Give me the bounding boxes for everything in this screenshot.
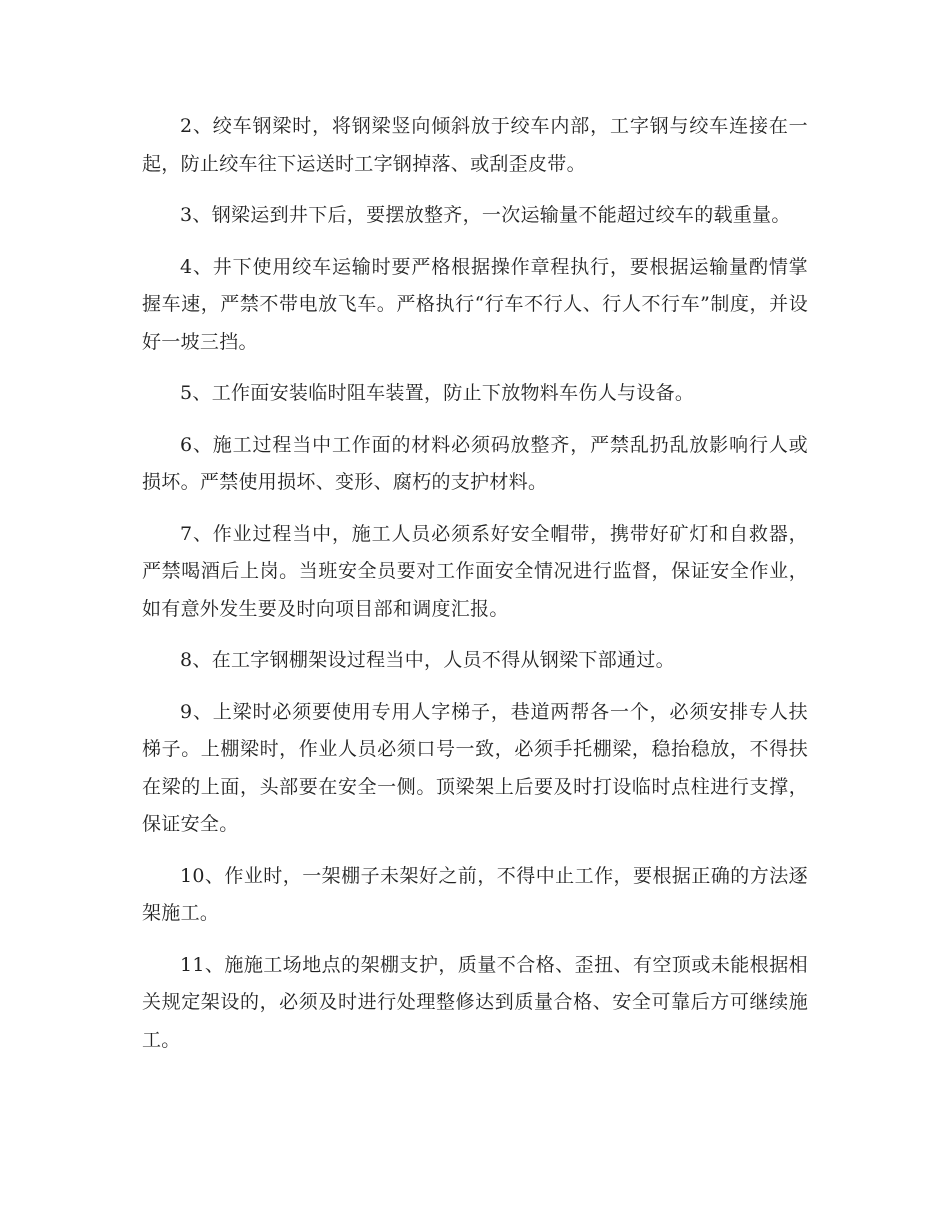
paragraph-item-10: 10、作业时，一架棚子未架好之前，不得中止工作，要根据正确的方法逐架施工。 xyxy=(142,864,808,924)
paragraph-item-6: 6、施工过程当中工作面的材料必须码放整齐，严禁乱扔乱放影响行人或损坏。严禁使用损坏、变形、腐朽的支护材料。 xyxy=(142,433,808,493)
paragraph-item-5: 5、工作面安装临时阻车装置，防止下放物料车伤人与设备。 xyxy=(180,382,695,404)
paragraph-item-8: 8、在工字钢棚架设过程当中，人员不得从钢梁下部通过。 xyxy=(180,649,675,671)
document-body xyxy=(142,108,808,1073)
paragraph-item-9: 9、上梁时必须要使用专用人字梯子，巷道两帮各一个，必须安排专人扶梯子。上棚梁时，作业人员必须口号一致，必须手托棚梁，稳抬稳放，不得扶在梁的上面，头部要在安全一侧。顶梁架上后要及时打设临时点柱进行支撑，保证安全。 xyxy=(142,700,808,835)
paragraph-item-7: 7、作业过程当中，施工人员必须系好安全帽带，携带好矿灯和自救器，严禁喝酒后上岗。当班安全员要对工作面安全情况进行监督，保证安全作业，如有意外发生要及时向项目部和调度汇报。 xyxy=(142,522,808,620)
paragraph-item-3: 3、钢梁运到井下后，要摆放整齐，一次运输量不能超过绞车的载重量。 xyxy=(180,204,791,226)
paragraph-item-4: 4、井下使用绞车运输时要严格根据操作章程执行，要根据运输量酌情掌握车速，严禁不带电放飞车。严格执行“行车不行人、行人不行车”制度，并设好一坡三挡。 xyxy=(142,255,808,353)
paragraph-item-11: 11、施施工场地点的架棚支护，质量不合格、歪扭、有空顶或未能根据相关规定架设的，必须及时进行处理整修达到质量合格、安全可靠后方可继续施工。 xyxy=(142,953,808,1051)
paragraph-item-2: 2、绞车钢梁时，将钢梁竖向倾斜放于绞车内部，工字钢与绞车连接在一起，防止绞车往下运送时工字钢掉落、或刮歪皮带。 xyxy=(142,115,808,175)
